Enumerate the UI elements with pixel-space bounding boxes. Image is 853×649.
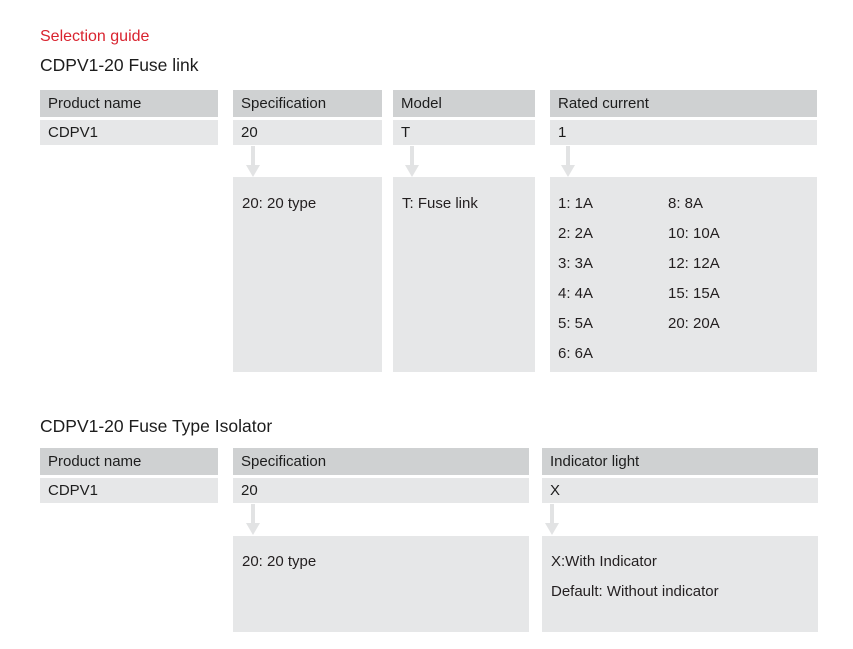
detail-line: 20: 20 type: [242, 553, 317, 570]
detail-line: 12: 12A: [668, 255, 720, 272]
arrow-down-icon: [246, 504, 260, 535]
detail-line: 6: 6A: [558, 345, 594, 362]
s1-value-model: T: [393, 120, 535, 145]
s1-header-product-name: Product name: [40, 90, 218, 117]
s2-header-product-name: Product name: [40, 448, 218, 475]
s2-header-indicator-light: Indicator light: [542, 448, 818, 475]
s2-value-specification: 20: [233, 478, 529, 503]
detail-line: 2: 2A: [558, 225, 594, 242]
detail-line: T: Fuse link: [402, 195, 478, 212]
detail-line: 10: 10A: [668, 225, 720, 242]
s1-value-specification: 20: [233, 120, 382, 145]
s1-detail-rated-current: [550, 177, 817, 372]
s2-value-product-name: CDPV1: [40, 478, 218, 503]
detail-line: 15: 15A: [668, 285, 720, 302]
section-title-fuse-type-isolator: CDPV1-20 Fuse Type Isolator: [40, 416, 273, 436]
detail-line: 1: 1A: [558, 195, 594, 212]
page-title: Selection guide: [40, 28, 150, 45]
s1-header-rated-current: Rated current: [550, 90, 817, 117]
detail-line: 4: 4A: [558, 285, 594, 302]
arrow-down-icon: [246, 146, 260, 177]
s1-value-rated-current: 1: [550, 120, 817, 145]
rated-current-list-left: [558, 189, 593, 369]
detail-line: Default: Without indicator: [551, 583, 719, 600]
arrow-down-icon: [405, 146, 419, 177]
s2-detail-indicator-light: [542, 536, 818, 632]
detail-line: 20: 20 type: [242, 195, 317, 212]
s2-detail-specification: [233, 536, 529, 632]
s1-detail-specification: [233, 177, 382, 372]
s2-value-indicator-light: X: [542, 478, 818, 503]
s1-value-product-name: CDPV1: [40, 120, 218, 145]
s1-detail-model: [393, 177, 535, 372]
s1-header-model: Model: [393, 90, 535, 117]
arrow-down-icon: [545, 504, 559, 535]
arrow-down-icon: [561, 146, 575, 177]
detail-line: 3: 3A: [558, 255, 594, 272]
s2-header-specification: Specification: [233, 448, 529, 475]
s1-header-specification: Specification: [233, 90, 382, 117]
rated-current-list-right: [668, 189, 720, 339]
detail-line: 20: 20A: [668, 315, 720, 332]
detail-line: 5: 5A: [558, 315, 594, 332]
detail-line: X:With Indicator: [551, 553, 657, 570]
section-title-fuse-link: CDPV1-20 Fuse link: [40, 55, 199, 75]
detail-line: 8: 8A: [668, 195, 704, 212]
